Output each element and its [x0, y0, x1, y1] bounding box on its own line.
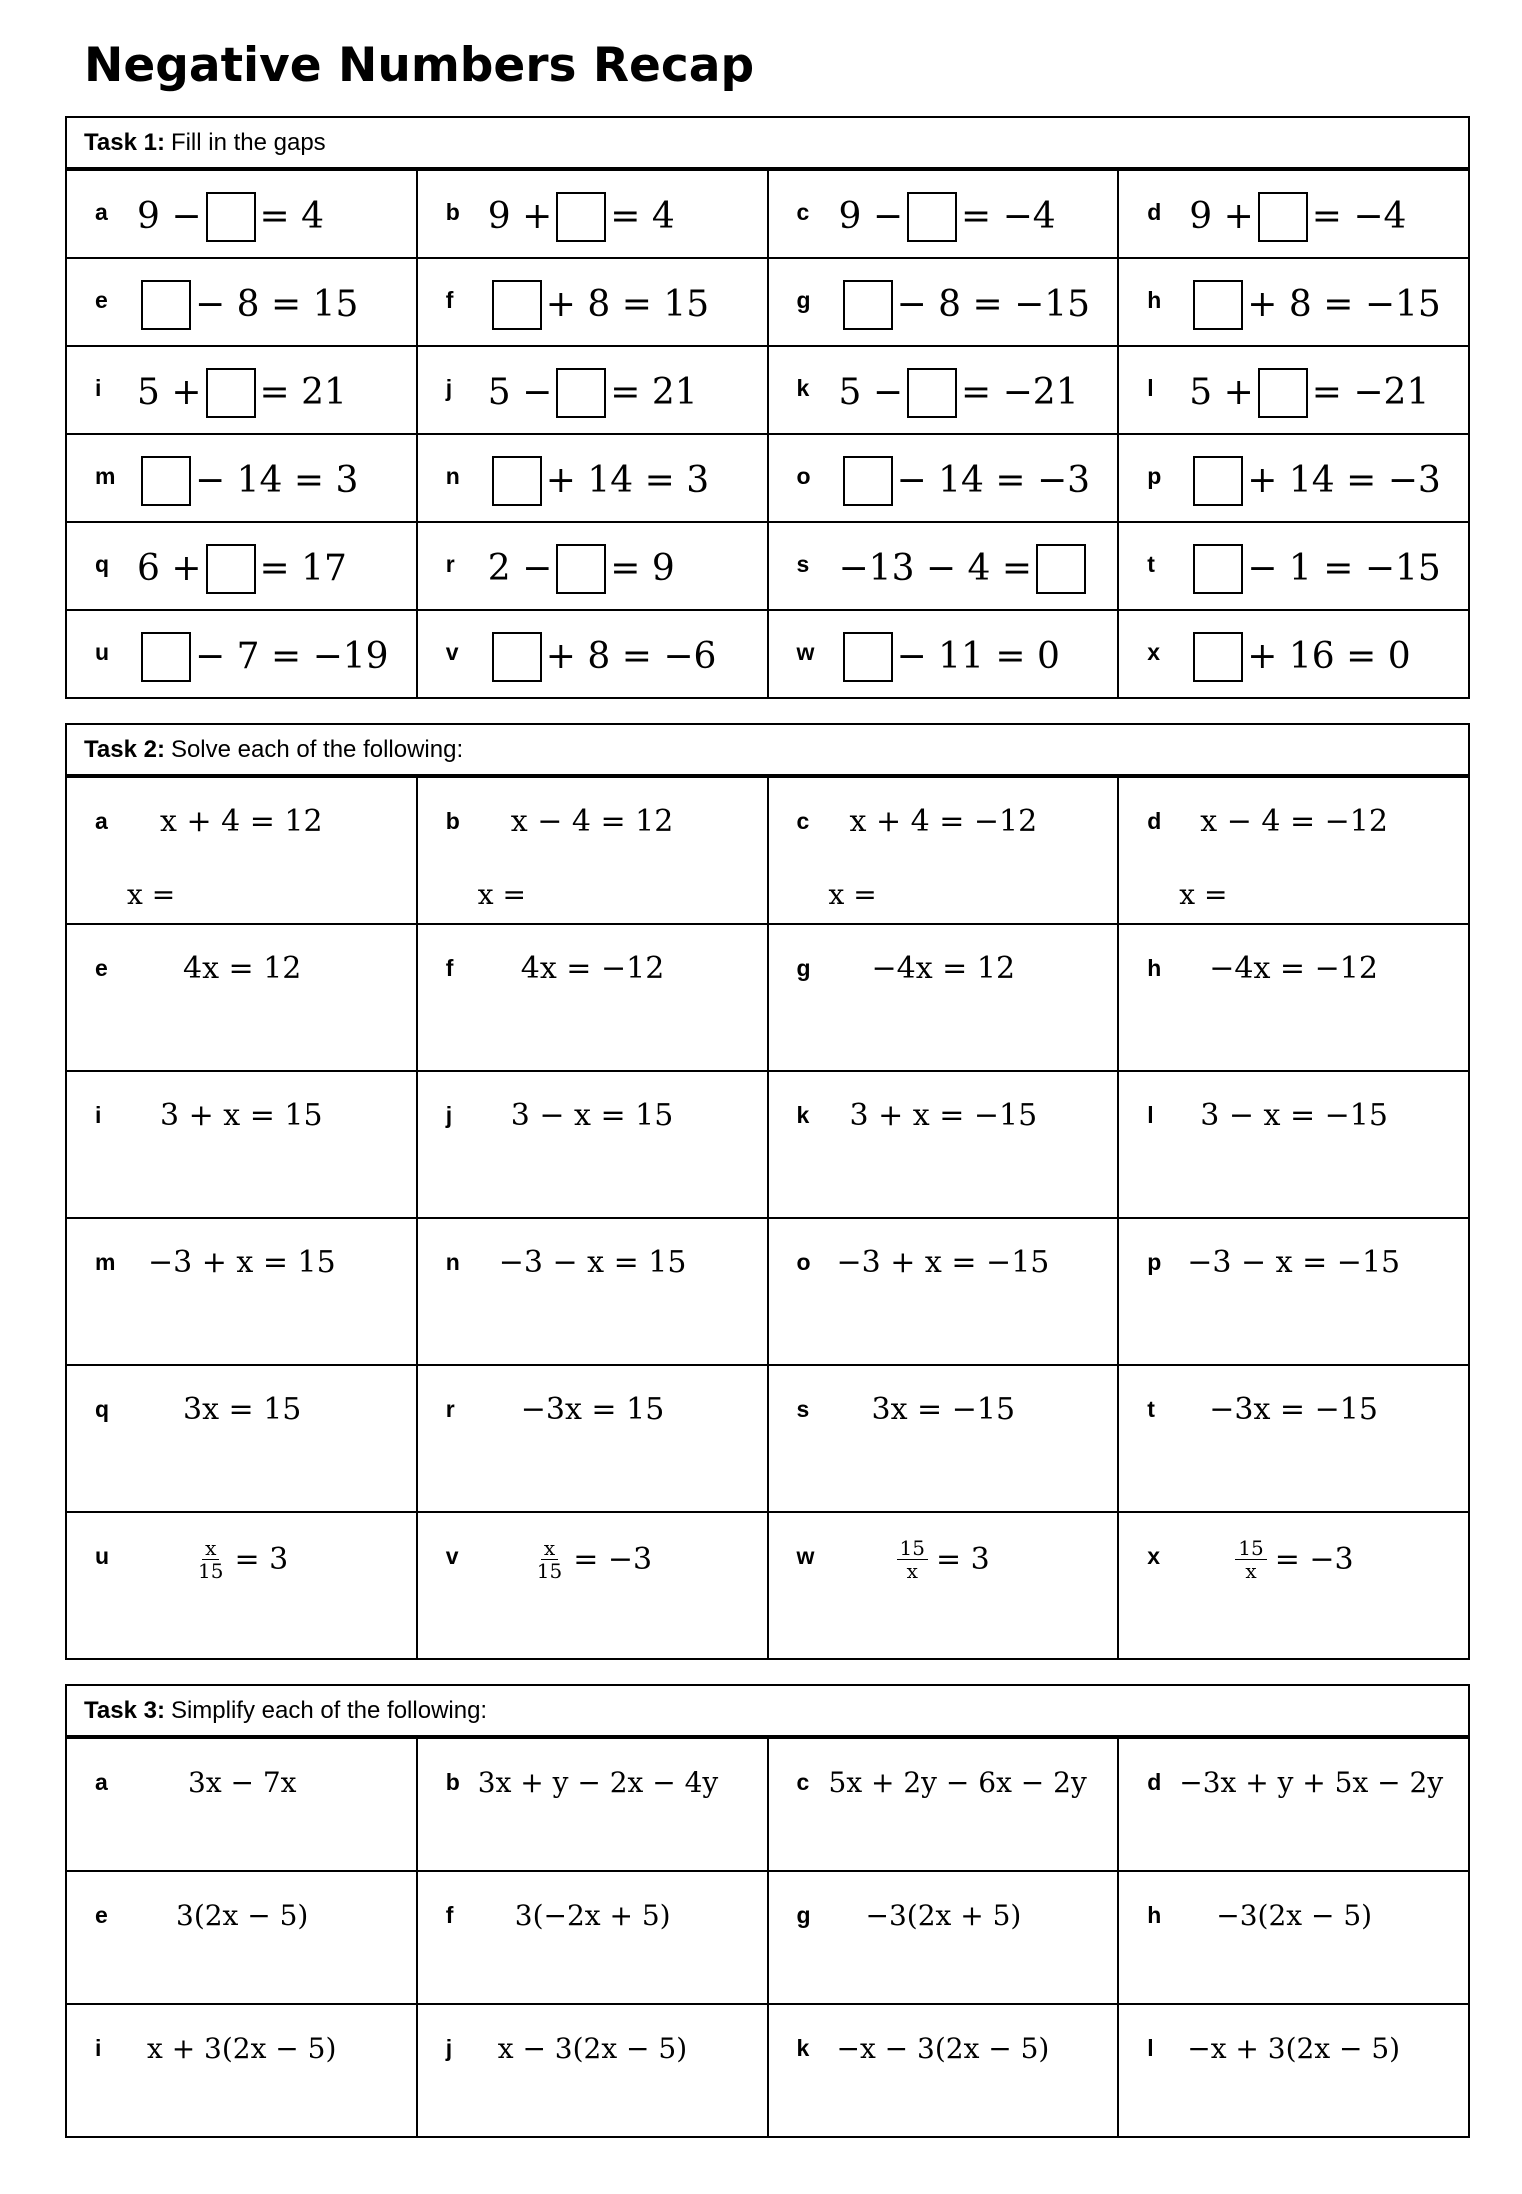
- answer-box[interactable]: [492, 456, 542, 506]
- equation-right: − 1 = −15: [1247, 548, 1441, 589]
- task-2-instruction: Solve each of the following:: [170, 735, 464, 763]
- solve-question-m: [67, 1217, 418, 1364]
- answer-box[interactable]: [1193, 456, 1243, 506]
- equation-right: + 14 = 3: [545, 460, 710, 501]
- solve-equation: −3 + x = −15: [836, 1245, 1050, 1280]
- answer-prompt: x =: [477, 878, 526, 911]
- answer-box[interactable]: [141, 632, 191, 682]
- simplify-expression: 3x − 7x: [188, 1766, 297, 1799]
- question-letter: p: [1147, 1249, 1162, 1275]
- task-3-header: [65, 1684, 1470, 1737]
- solve-equation: x − 4 = 12: [510, 804, 674, 839]
- equation-left: 9 +: [1189, 196, 1254, 237]
- simplify-expression: −3x + y + 5x − 2y: [1179, 1766, 1444, 1799]
- gap-question-h: [1119, 257, 1470, 345]
- simplify-expression: −x + 3(2x − 5): [1187, 2032, 1401, 2065]
- fraction-numerator: x: [541, 1537, 558, 1560]
- fraction-numerator: 15: [1235, 1537, 1266, 1560]
- task-1-grid: [65, 169, 1470, 699]
- question-letter: v: [445, 639, 459, 665]
- question-letter: e: [95, 955, 108, 981]
- question-letter: n: [445, 463, 460, 489]
- simplify-expression: 3(2x − 5): [176, 1899, 309, 1932]
- question-letter: p: [1147, 463, 1162, 489]
- equation-right: = 4: [259, 196, 325, 237]
- question-letter: g: [796, 955, 811, 981]
- gap-equation: [1189, 368, 1429, 418]
- question-letter: u: [95, 1543, 110, 1569]
- task-3-grid: [65, 1737, 1470, 2138]
- simplify-question-k: [769, 2003, 1120, 2136]
- equation-left: 5 +: [137, 372, 202, 413]
- question-letter: s: [796, 551, 810, 577]
- solve-question-s: [769, 1364, 1120, 1511]
- question-letter: d: [1147, 808, 1162, 834]
- question-letter: i: [95, 2035, 102, 2061]
- equation-right: − 14 = 3: [195, 460, 359, 501]
- answer-prompt: x =: [828, 878, 877, 911]
- equation-right: − 11 = 0: [896, 636, 1060, 677]
- simplify-question-a: [67, 1737, 418, 1870]
- question-letter: d: [1147, 1769, 1162, 1795]
- equation-right: − 7 = −19: [195, 636, 389, 677]
- solve-equation: 4x = −12: [520, 951, 665, 986]
- question-letter: r: [445, 1396, 455, 1422]
- question-letter: g: [796, 287, 811, 313]
- equation-right: = 17: [259, 548, 347, 589]
- answer-box[interactable]: [907, 368, 957, 418]
- equation-rhs: = −3: [573, 1541, 653, 1577]
- task-3: [65, 1684, 1470, 2138]
- answer-box[interactable]: [907, 192, 957, 242]
- gap-question-i: [67, 345, 418, 433]
- solve-question-u: [67, 1511, 418, 1658]
- task-2-grid: [65, 776, 1470, 1660]
- question-letter: s: [796, 1396, 810, 1422]
- equation-right: = −4: [1311, 196, 1407, 237]
- question-letter: j: [445, 375, 453, 401]
- equation-right: = −21: [1311, 372, 1430, 413]
- task-2: [65, 723, 1470, 1660]
- equation-right: + 16 = 0: [1247, 636, 1411, 677]
- solve-equation: −3 − x = 15: [498, 1245, 687, 1280]
- gap-question-q: [67, 521, 418, 609]
- solve-question-o: [769, 1217, 1120, 1364]
- gap-question-g: [769, 257, 1120, 345]
- answer-box[interactable]: [556, 544, 606, 594]
- answer-box[interactable]: [206, 368, 256, 418]
- simplify-expression: x + 3(2x − 5): [147, 2032, 337, 2065]
- equation-right: + 14 = −3: [1247, 460, 1441, 501]
- solve-equation: −3x = 15: [520, 1392, 665, 1427]
- gap-question-w: [769, 609, 1120, 697]
- solve-equation: −3 − x = −15: [1187, 1245, 1401, 1280]
- solve-question-t: [1119, 1364, 1470, 1511]
- question-letter: r: [445, 551, 455, 577]
- fraction-numerator: 15: [897, 1537, 928, 1560]
- gap-question-b: [418, 169, 769, 257]
- task-3-label: Task 3:: [84, 1696, 165, 1724]
- task-1-header: [65, 116, 1470, 169]
- question-letter: j: [445, 2035, 453, 2061]
- question-letter: w: [796, 639, 815, 665]
- question-letter: n: [445, 1249, 460, 1275]
- solve-question-f: [418, 923, 769, 1070]
- gap-equation: [488, 280, 709, 330]
- gap-equation: [488, 544, 675, 594]
- solve-question-n: [418, 1217, 769, 1364]
- task-1-label: Task 1:: [84, 128, 165, 156]
- gap-question-u: [67, 609, 418, 697]
- question-letter: m: [95, 463, 116, 489]
- equation-left: 5 −: [838, 372, 904, 413]
- fraction-denominator: 15: [536, 1559, 563, 1583]
- gap-equation: [1189, 632, 1410, 682]
- answer-box[interactable]: [843, 632, 893, 682]
- equation-rhs: = 3: [234, 1541, 289, 1577]
- equation-left: 9 +: [487, 196, 553, 237]
- equation-right: = 4: [610, 196, 675, 237]
- equation-right: = 21: [610, 372, 698, 413]
- question-letter: o: [796, 463, 811, 489]
- gap-question-l: [1119, 345, 1470, 433]
- gap-question-c: [769, 169, 1120, 257]
- equation-left: −13 − 4 =: [838, 548, 1033, 589]
- question-letter: c: [796, 808, 810, 834]
- gap-equation: [839, 192, 1056, 242]
- answer-box[interactable]: [1193, 544, 1243, 594]
- solve-equation: x + 4 = 12: [160, 804, 323, 839]
- equation-right: − 8 = 15: [195, 284, 359, 325]
- solve-equation: −3x = −15: [1209, 1392, 1378, 1427]
- question-letter: v: [445, 1543, 459, 1569]
- question-letter: a: [95, 808, 108, 834]
- solve-question-q: [67, 1364, 418, 1511]
- solve-equation: −4x = 12: [871, 951, 1016, 986]
- answer-box[interactable]: [556, 192, 606, 242]
- answer-box[interactable]: [843, 456, 893, 506]
- answer-box[interactable]: [492, 280, 542, 330]
- question-letter: k: [796, 2035, 810, 2061]
- simplify-expression: x − 3(2x − 5): [497, 2032, 688, 2065]
- answer-box[interactable]: [1193, 632, 1243, 682]
- solve-question-k: [769, 1070, 1120, 1217]
- gap-equation: [1189, 456, 1441, 506]
- question-letter: q: [95, 551, 110, 577]
- equation-right: = −21: [961, 372, 1079, 413]
- fraction-denominator: x: [906, 1559, 918, 1583]
- question-letter: l: [1147, 2035, 1154, 2061]
- answer-box[interactable]: [206, 192, 256, 242]
- question-letter: k: [796, 1102, 810, 1128]
- equation-right: − 14 = −3: [896, 460, 1091, 501]
- solve-question-p: [1119, 1217, 1470, 1364]
- solve-equation: [195, 1537, 288, 1582]
- task-2-label: Task 2:: [84, 735, 165, 763]
- solve-equation: 3 − x = −15: [1200, 1098, 1388, 1133]
- solve-question-a: [67, 776, 418, 923]
- equation-left: 6 +: [137, 548, 202, 589]
- question-letter: e: [95, 287, 108, 313]
- simplify-question-c: [769, 1737, 1120, 1870]
- answer-box[interactable]: [1258, 368, 1308, 418]
- question-letter: c: [796, 199, 810, 225]
- answer-prompt: x =: [1179, 878, 1228, 911]
- simplify-question-f: [418, 1870, 769, 2003]
- question-letter: w: [796, 1543, 815, 1569]
- gap-equation: [1189, 544, 1441, 594]
- gap-equation: [839, 456, 1091, 506]
- solve-equation: x + 4 = −12: [849, 804, 1038, 839]
- gap-equation: [488, 368, 698, 418]
- gap-equation: [839, 368, 1079, 418]
- equation-right: + 8 = 15: [545, 284, 710, 325]
- solve-question-l: [1119, 1070, 1470, 1217]
- gap-question-j: [418, 345, 769, 433]
- fraction: [897, 1537, 928, 1582]
- question-letter: h: [1147, 1902, 1162, 1928]
- equation-left: 5 +: [1189, 372, 1254, 413]
- fraction-denominator: x: [1245, 1559, 1257, 1583]
- simplify-expression: −x − 3(2x − 5): [836, 2032, 1050, 2065]
- gap-question-k: [769, 345, 1120, 433]
- question-letter: b: [445, 199, 460, 225]
- gap-equation: [488, 456, 709, 506]
- solve-question-i: [67, 1070, 418, 1217]
- gap-equation: [839, 280, 1091, 330]
- gap-question-p: [1119, 433, 1470, 521]
- task-3-instruction: Simplify each of the following:: [170, 1696, 488, 1724]
- question-letter: o: [796, 1249, 811, 1275]
- gap-equation: [137, 632, 389, 682]
- simplify-expression: 3(−2x + 5): [514, 1899, 671, 1932]
- question-letter: b: [445, 1769, 460, 1795]
- gap-question-x: [1119, 609, 1470, 697]
- fraction-numerator: x: [202, 1537, 219, 1560]
- solve-question-x: [1119, 1511, 1470, 1658]
- question-letter: c: [796, 1769, 810, 1795]
- solve-equation: −4x = −12: [1209, 951, 1378, 986]
- equation-left: 5 −: [487, 372, 553, 413]
- simplify-expression: 3x + y − 2x − 4y: [477, 1766, 719, 1799]
- answer-box[interactable]: [1036, 544, 1086, 594]
- question-letter: x: [1147, 639, 1161, 665]
- task-1: [65, 116, 1470, 699]
- equation-left: 2 −: [487, 548, 553, 589]
- question-letter: l: [1147, 375, 1154, 401]
- question-letter: j: [445, 1102, 453, 1128]
- answer-box[interactable]: [1258, 192, 1308, 242]
- answer-box[interactable]: [141, 456, 191, 506]
- equation-left: 9 −: [137, 196, 202, 237]
- question-letter: f: [445, 1902, 454, 1928]
- equation-right: + 8 = −15: [1247, 284, 1441, 325]
- question-letter: l: [1147, 1102, 1154, 1128]
- fraction: [1235, 1537, 1266, 1582]
- gap-equation: [137, 544, 347, 594]
- equation-left: 9 −: [838, 196, 904, 237]
- equation-right: = 9: [610, 548, 675, 589]
- simplify-expression: 5x + 2y − 6x − 2y: [828, 1766, 1087, 1799]
- gap-equation: [488, 632, 717, 682]
- question-letter: t: [1147, 1396, 1155, 1422]
- question-letter: e: [95, 1902, 108, 1928]
- question-letter: a: [95, 1769, 108, 1795]
- solve-equation: [897, 1537, 990, 1582]
- gap-equation: [1189, 280, 1441, 330]
- gap-question-f: [418, 257, 769, 345]
- gap-question-t: [1119, 521, 1470, 609]
- solve-equation: 3x = 15: [183, 1392, 302, 1427]
- answer-prompt: x =: [127, 878, 176, 911]
- solve-question-b: [418, 776, 769, 923]
- simplify-expression: −3(2x + 5): [865, 1899, 1022, 1932]
- solve-equation: −3 + x = 15: [148, 1245, 336, 1280]
- solve-equation: [534, 1537, 652, 1582]
- page-title: Negative Numbers Recap: [84, 38, 755, 93]
- gap-equation: [137, 280, 358, 330]
- question-letter: m: [95, 1249, 116, 1275]
- solve-question-c: [769, 776, 1120, 923]
- question-letter: t: [1147, 551, 1155, 577]
- question-letter: x: [1147, 1543, 1161, 1569]
- solve-question-j: [418, 1070, 769, 1217]
- equation-right: + 8 = −6: [545, 636, 717, 677]
- question-letter: a: [95, 199, 108, 225]
- answer-box[interactable]: [141, 280, 191, 330]
- gap-question-d: [1119, 169, 1470, 257]
- simplify-question-i: [67, 2003, 418, 2136]
- answer-box[interactable]: [556, 368, 606, 418]
- simplify-question-h: [1119, 1870, 1470, 2003]
- simplify-question-g: [769, 1870, 1120, 2003]
- simplify-question-b: [418, 1737, 769, 1870]
- solve-equation: 4x = 12: [183, 951, 302, 986]
- answer-box[interactable]: [492, 632, 542, 682]
- gap-equation: [137, 368, 347, 418]
- question-letter: g: [796, 1902, 811, 1928]
- solve-question-g: [769, 923, 1120, 1070]
- question-letter: q: [95, 1396, 110, 1422]
- solve-equation: 3 + x = 15: [160, 1098, 323, 1133]
- answer-box[interactable]: [1193, 280, 1243, 330]
- gap-question-o: [769, 433, 1120, 521]
- fraction: [195, 1537, 226, 1582]
- solve-equation: 3 + x = −15: [849, 1098, 1038, 1133]
- question-letter: f: [445, 955, 454, 981]
- solve-question-v: [418, 1511, 769, 1658]
- question-letter: f: [445, 287, 454, 313]
- equation-right: = −4: [961, 196, 1056, 237]
- equation-rhs: = 3: [935, 1541, 990, 1577]
- gap-equation: [137, 456, 358, 506]
- gap-question-r: [418, 521, 769, 609]
- equation-rhs: = −3: [1274, 1541, 1354, 1577]
- solve-question-r: [418, 1364, 769, 1511]
- fraction: [534, 1537, 565, 1582]
- gap-question-a: [67, 169, 418, 257]
- question-letter: d: [1147, 199, 1162, 225]
- question-letter: i: [95, 1102, 102, 1128]
- simplify-question-j: [418, 2003, 769, 2136]
- solve-question-h: [1119, 923, 1470, 1070]
- answer-box[interactable]: [843, 280, 893, 330]
- task-2-header: [65, 723, 1470, 776]
- gap-equation: [839, 544, 1091, 594]
- gap-equation: [137, 192, 324, 242]
- gap-equation: [839, 632, 1060, 682]
- gap-question-m: [67, 433, 418, 521]
- gap-equation: [1189, 192, 1406, 242]
- simplify-question-e: [67, 1870, 418, 2003]
- gap-question-n: [418, 433, 769, 521]
- question-letter: i: [95, 375, 102, 401]
- question-letter: k: [796, 375, 810, 401]
- question-letter: b: [445, 808, 460, 834]
- solve-equation: 3x = −15: [871, 1392, 1016, 1427]
- equation-right: − 8 = −15: [896, 284, 1091, 325]
- task-1-instruction: Fill in the gaps: [170, 128, 326, 156]
- fraction-denominator: 15: [198, 1559, 224, 1583]
- answer-box[interactable]: [206, 544, 256, 594]
- question-letter: h: [1147, 955, 1162, 981]
- gap-question-v: [418, 609, 769, 697]
- solve-question-d: [1119, 776, 1470, 923]
- solve-equation: 3 − x = 15: [510, 1098, 674, 1133]
- gap-question-s: [769, 521, 1120, 609]
- solve-question-e: [67, 923, 418, 1070]
- solve-equation: [1235, 1537, 1353, 1582]
- question-letter: u: [95, 639, 110, 665]
- gap-question-e: [67, 257, 418, 345]
- question-letter: h: [1147, 287, 1162, 313]
- simplify-question-l: [1119, 2003, 1470, 2136]
- gap-equation: [488, 192, 675, 242]
- solve-question-w: [769, 1511, 1120, 1658]
- equation-right: = 21: [259, 372, 347, 413]
- simplify-question-d: [1119, 1737, 1470, 1870]
- solve-equation: x − 4 = −12: [1200, 804, 1388, 839]
- simplify-expression: −3(2x − 5): [1216, 1899, 1373, 1932]
